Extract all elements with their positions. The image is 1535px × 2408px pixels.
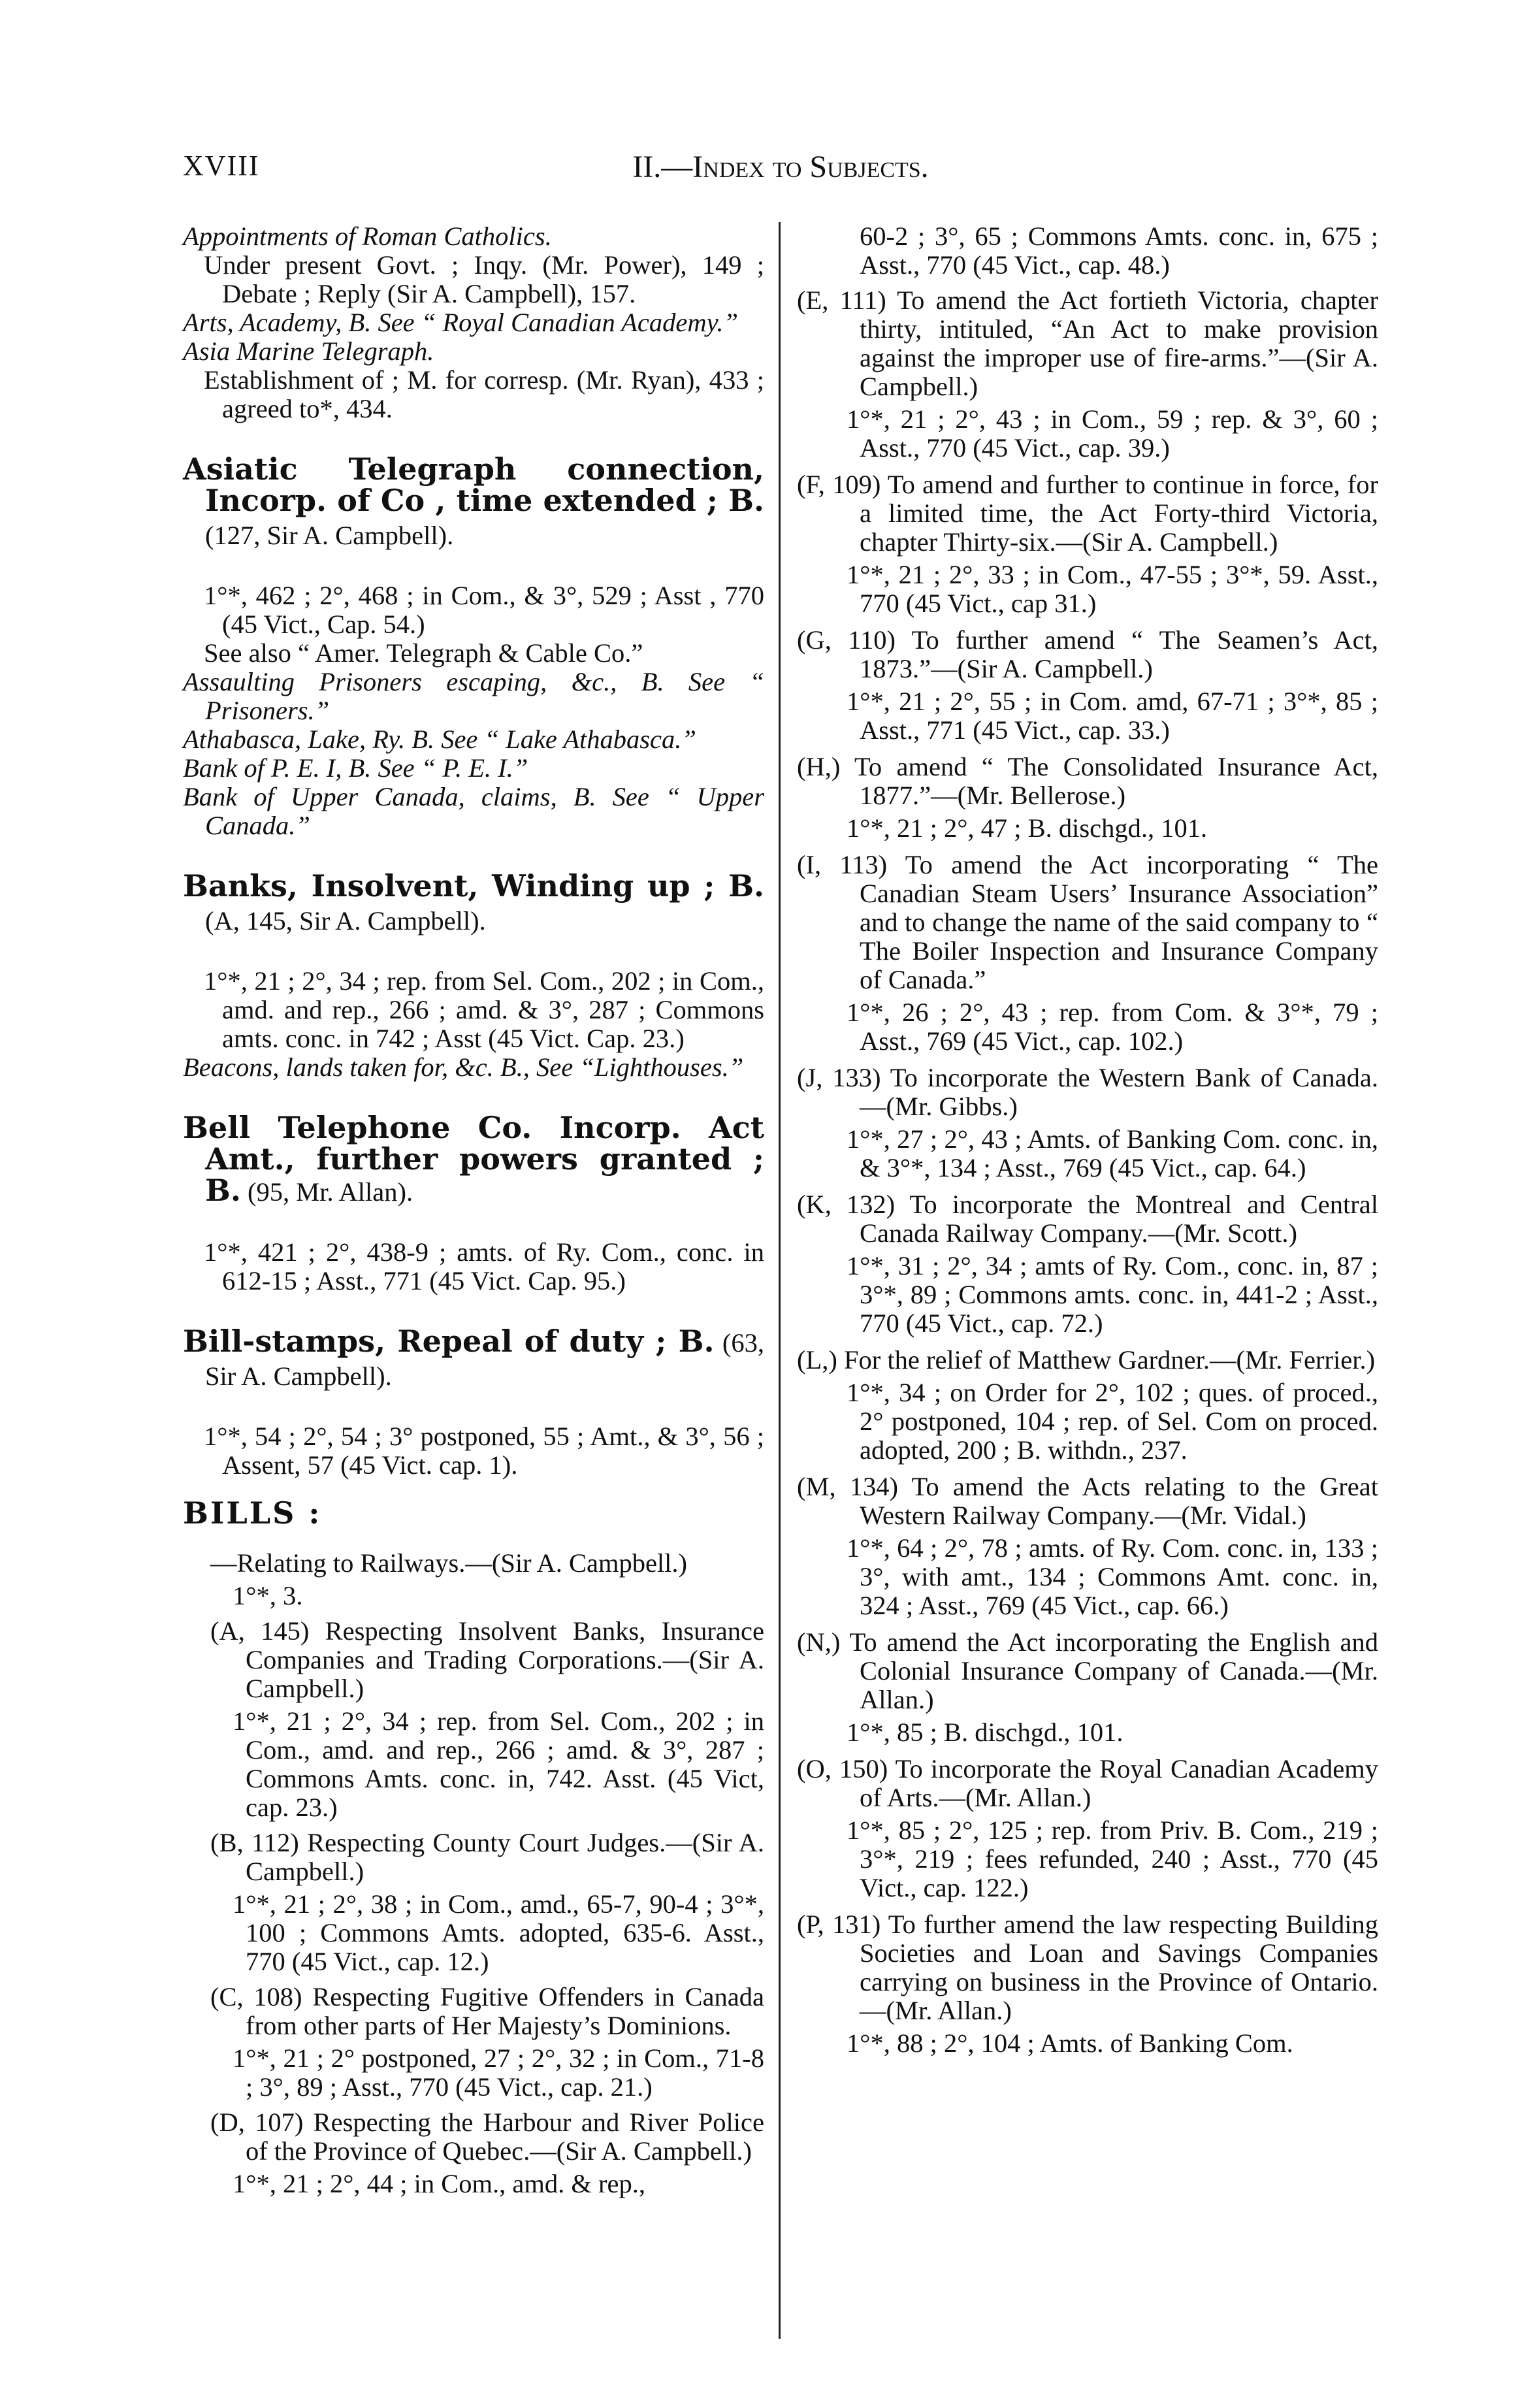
index-entry-detail: See also “ Amer. Telegraph & Cable Co.” (204, 638, 643, 668)
index-entry-detail: Establishment of ; M. for corresp. (Mr. Ryan), 433 ; agreed to*, 434. (204, 365, 764, 423)
index-entry-detail: 1°*, 421 ; 2°, 438-9 ; amts. of Ry. Com., conc. in 612-15 ; Asst., 771 (45 Vict. Cap. 95.) (204, 1237, 764, 1295)
index-entry-heading: Appointments of Roman Catholics. (183, 221, 552, 251)
bill-entry-title: (F, 109) To amend and further to continue in force, for a limited time, the Act Forty-third Victoria, chapter Thirty-six.—(Sir A. Campbell.) (797, 470, 1378, 557)
left-column (183, 222, 764, 2205)
index-entry-heading: Bank of Upper Canada, claims, B. See “ Upper Canada.” (183, 782, 764, 840)
entry-bold-title: Bell Telephone Co. Incorp. Act Amt., further powers granted ; B. (183, 1110, 764, 1208)
bill-entry-detail: 1°*, 27 ; 2°, 43 ; Amts. of Banking Com. conc. in, & 3°*, 134 ; Asst., 769 (45 Vict., cap. 64.) (847, 1124, 1378, 1182)
bill-entry-title: (P, 131) To further amend the law respecting Building Societies and Loan and Savings Companies carrying on business in the Province of Ontario.—(Mr. Allan.) (797, 1910, 1378, 2025)
index-entry-detail: 1°*, 462 ; 2°, 468 ; in Com., & 3°, 529 ; Asst , 770 (45 Vict., Cap. 54.) (204, 581, 764, 639)
index-entry-heading: Athabasca, Lake, Ry. B. See “ Lake Athabasca.” (183, 724, 696, 754)
entry-reference: (63, Sir A. Campbell). (205, 1328, 764, 1391)
index-entry-heading: Arts, Academy, B. See “ Royal Canadian Academy.” (183, 308, 739, 337)
bill-entry-detail: 1°*, 31 ; 2°, 34 ; amts of Ry. Com., conc. in, 87 ; 3°*, 89 ; Commons amts. conc. in, 441-2 ; Asst., 770 (45 Vict., cap. 72.) (847, 1251, 1378, 1338)
bill-entry-title: (E, 111) To amend the Act fortieth Victoria, chapter thirty, intituled, “An Act to make provision against the improper use of fire-arms.”—(Sir A. Campbell.) (797, 285, 1378, 401)
bill-entry-detail: 1°*, 21 ; 2° postponed, 27 ; 2°, 32 ; in Com., 71-8 ; 3°, 89 ; Asst., 770 (45 Vict., cap. 21.) (233, 2043, 764, 2102)
bill-entry-detail: 1°*, 26 ; 2°, 43 ; rep. from Com. & 3°*, 79 ; Asst., 769 (45 Vict., cap. 102.) (847, 998, 1378, 1056)
bill-entry-detail: 1°*, 34 ; on Order for 2°, 102 ; ques. of proced., 2° postponed, 104 ; rep. of Sel. Com on proced. adopted, 200 ; B. withdn., 237. (847, 1378, 1378, 1465)
bill-entry-title: (A, 145) Respecting Insolvent Banks, Insurance Companies and Trading Corporations.—(Sir A. Campbell.) (210, 1616, 764, 1703)
right-column (797, 222, 1378, 2066)
bill-entry-detail: 1°*, 21 ; 2°, 34 ; rep. from Sel. Com., 202 ; in Com., amd. and rep., 266 ; amd. & 3°, 287 ; Commons Amts. conc. in, 742. Asst. (45 Vict, cap. 23.) (233, 1706, 764, 1822)
bill-entry-detail: 1°*, 64 ; 2°, 78 ; amts. of Ry. Com. conc. in, 133 ; 3°, with amt., 134 ; Commons Amt. conc. in, 324 ; Asst., 769 (45 Vict., cap. 66.) (847, 1533, 1378, 1620)
entry-bold-title: Asiatic Telegraph connection, Incorp. of Co , time extended ; B. (183, 451, 764, 518)
bill-entry-detail: 1°*, 21 ; 2°, 47 ; B. dischgd., 101. (847, 813, 1208, 843)
bill-entry-detail: 1°*, 21 ; 2°, 33 ; in Com., 47-55 ; 3°*, 59. Asst., 770 (45 Vict., cap 31.) (847, 560, 1378, 618)
bill-entry-detail: 1°*, 21 ; 2°, 38 ; in Com., amd., 65-7, 90-4 ; 3°*, 100 ; Commons Amts. adopted, 635-6. Asst., 770 (45 Vict., cap. 12.) (233, 1889, 764, 1976)
entry-bold-title: Bill-stamps, Repeal of duty ; B. (183, 1324, 715, 1359)
bill-entry-title: (O, 150) To incorporate the Royal Canadian Academy of Arts.—(Mr. Allan.) (797, 1754, 1378, 1812)
bill-entry-title: (C, 108) Respecting Fugitive Offenders in Canada from other parts of Her Majesty’s Dominions. (210, 1982, 764, 2040)
bill-entry-title: (L,) For the relief of Matthew Gardner.—(Mr. Ferrier.) (797, 1345, 1376, 1375)
bill-entry-title: (D, 107) Respecting the Harbour and River Police of the Province of Quebec.—(Sir A. Campbell.) (210, 2107, 764, 2166)
running-title: II.—Index to Subjects. (632, 150, 929, 184)
index-entry-heading-bold (183, 1326, 764, 1392)
index-entry-heading: Asia Marine Telegraph. (183, 336, 434, 366)
index-entry-heading-bold (183, 870, 764, 937)
index-columns (183, 222, 1378, 2352)
bill-entry-detail: 1°*, 21 ; 2°, 44 ; in Com., amd. & rep., (233, 2169, 645, 2198)
bill-entry-detail: 1°*, 21 ; 2°, 55 ; in Com. amd, 67-71 ; 3°*, 85 ; Asst., 771 (45 Vict., cap. 33.) (847, 687, 1378, 745)
index-entry-detail: Under present Govt. ; Inqy. (Mr. Power), 149 ; Debate ; Reply (Sir A. Campbell), 157. (204, 250, 764, 308)
entry-bold-title: Banks, Insolvent, Winding up ; B. (183, 868, 764, 903)
bill-entry-detail: 1°*, 85 ; B. dischgd., 101. (847, 1717, 1123, 1747)
page-number: XVIII (183, 150, 260, 182)
bill-entry-detail: 1°*, 88 ; 2°, 104 ; Amts. of Banking Com. (847, 2028, 1293, 2058)
index-entry-heading: Beacons, lands taken for, &c. B., See “Lighthouses.” (183, 1052, 744, 1082)
bill-entry-title: (I, 113) To amend the Act incorporating “ The Canadian Steam Users’ Insurance Association” and to change the name of the said company to “ The Boiler Inspection and Insurance Company of Canada.” (797, 850, 1378, 994)
entry-reference: (A, 145, Sir A. Campbell). (205, 906, 486, 936)
bill-entry-title: (B, 112) Respecting County Court Judges.—(Sir A. Campbell.) (210, 1828, 764, 1886)
index-entry-heading: Assaulting Prisoners escaping, &c., B. See “ Prisoners.” (183, 667, 764, 725)
bill-entry-title: —Relating to Railways.—(Sir A. Campbell.) (210, 1548, 688, 1578)
page-header (183, 149, 1378, 195)
bill-entry-title: (K, 132) To incorporate the Montreal and Central Canada Railway Company.—(Mr. Scott.) (797, 1190, 1378, 1248)
bill-entry-continuation: 60-2 ; 3°, 65 ; Commons Amts. conc. in, 675 ; Asst., 770 (45 Vict., cap. 48.) (860, 221, 1378, 280)
bill-entry-title: (M, 134) To amend the Acts relating to the Great Western Railway Company.—(Mr. Vidal.) (797, 1472, 1378, 1530)
entry-reference: (95, Mr. Allan). (240, 1177, 413, 1207)
index-entry-detail: 1°*, 21 ; 2°, 34 ; rep. from Sel. Com., 202 ; in Com., amd. and rep., 266 ; amd. & 3°, 287 ; Commons amts. conc. in 742 ; Asst (45 Vict. Cap. 23.) (204, 966, 764, 1053)
index-entry-detail: 1°*, 54 ; 2°, 54 ; 3° postponed, 55 ; Amt., & 3°, 56 ; Assent, 57 (45 Vict. cap. 1). (204, 1422, 764, 1480)
bill-entry-title: (G, 110) To further amend “ The Seamen’s Act, 1873.”—(Sir A. Campbell.) (797, 625, 1378, 683)
bill-entry-title: (N,) To amend the Act incorporating the English and Colonial Insurance Company of Canada.—(Mr. Allan.) (797, 1627, 1378, 1714)
bill-entry-title: (H,) To amend “ The Consolidated Insurance Act, 1877.”—(Mr. Bellerose.) (797, 752, 1378, 810)
entry-reference: (127, Sir A. Campbell). (205, 521, 454, 550)
bill-entry-detail: 1°*, 85 ; 2°, 125 ; rep. from Priv. B. Com., 219 ; 3°*, 219 ; fees refunded, 240 ; Asst., 770 (45 Vict., cap. 122.) (847, 1815, 1378, 1902)
index-entry-heading-bold (183, 1112, 764, 1208)
column-divider (779, 222, 781, 2339)
bill-entry-detail: 1°*, 21 ; 2°, 43 ; in Com., 59 ; rep. & 3°, 60 ; Asst., 770 (45 Vict., cap. 39.) (847, 404, 1378, 463)
bill-entry-title: (J, 133) To incorporate the Western Bank of Canada.—(Mr. Gibbs.) (797, 1063, 1378, 1121)
index-entry-heading: Bank of P. E. I, B. See “ P. E. I.” (183, 753, 528, 783)
bill-entry-detail: 1°*, 3. (233, 1581, 303, 1610)
bills-section-title: BILLS : (183, 1495, 322, 1531)
index-entry-heading-bold (183, 453, 764, 551)
